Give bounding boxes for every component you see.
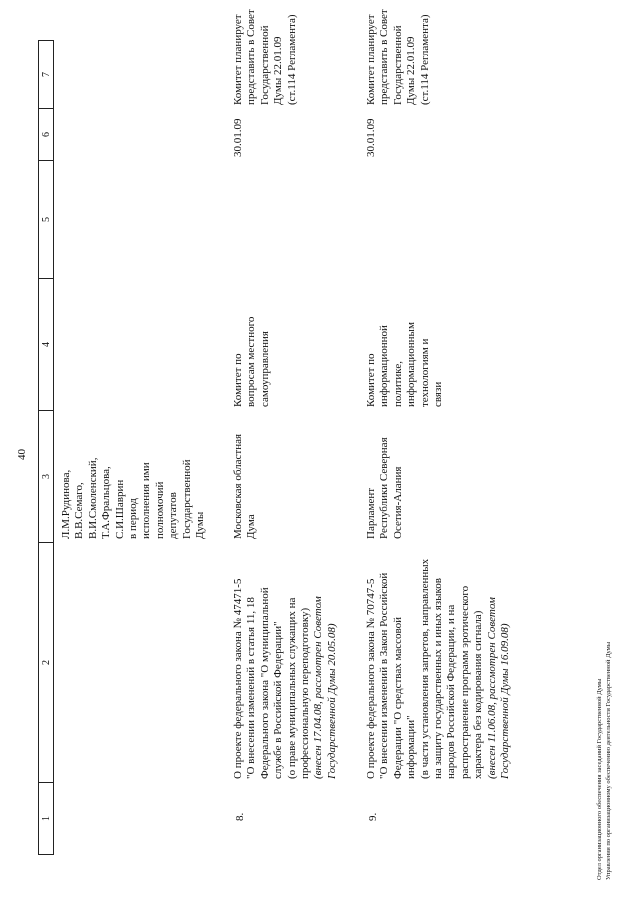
row8-bill-description (232, 541, 339, 779)
text-line: Комитет планирует (365, 14, 377, 105)
row7-col3-authors (60, 409, 207, 539)
text-line: информационной (378, 325, 391, 407)
text-line: Федерации "О средствах массовой (391, 616, 404, 779)
row9-note (365, 0, 432, 105)
text-line: Государственной (391, 25, 404, 105)
row8-date: 30.01.09 (232, 118, 244, 157)
row9-date: 30.01.09 (365, 118, 377, 157)
column-header-6: 6 (38, 109, 54, 161)
text-line: (ст.114 Регламента) (418, 14, 431, 105)
row-number: 9. (367, 812, 379, 821)
footer-line: Отдел организационного обеспечения заседаний Государственной Думы (596, 678, 603, 880)
text-line: информации" (405, 715, 418, 779)
text-line: Л.М.Рудинова, (60, 469, 72, 539)
row9-initiator (365, 409, 405, 539)
text-line: в период (127, 498, 140, 539)
text-line: Дума (245, 514, 258, 539)
text-line: депутатов (167, 492, 180, 539)
text-line: "О внесении изменений в статья 11, 18 (245, 597, 258, 779)
row9-committee (365, 279, 445, 407)
text-line-italic: (внесен 11.06.08, рассмотрен Советом (485, 597, 498, 779)
row8-initiator (232, 409, 259, 539)
text-line: полномочий (153, 481, 166, 539)
text-line: Государственной (180, 459, 193, 539)
page-number: 40 (16, 449, 28, 460)
text-line: распространение программ эротического (458, 585, 471, 779)
text-line: Федерального закона "О муниципальной (258, 587, 271, 779)
footer-line: Управления по организационному обеспечению деятельности Государственной Думы (604, 641, 612, 880)
text-line: информационным (405, 322, 418, 407)
text-line: Т.А.Фральцова, (100, 466, 113, 539)
text-line-italic: Государственной Думы 16.09.08) (499, 623, 512, 779)
text-line: технологиям и (418, 338, 431, 407)
text-line: связи (432, 381, 445, 407)
column-header-3: 3 (38, 411, 54, 543)
text-line: Комитет по (365, 353, 377, 407)
text-line: О проекте федерального закона № 70747-5 (365, 578, 377, 779)
text-line: Государственной (258, 25, 271, 105)
column-header-2: 2 (38, 543, 54, 783)
text-line: Комитет планирует (232, 14, 244, 105)
text-line: (о праве муниципальных служащих на (285, 597, 298, 779)
text-line: (ст.114 Регламента) (285, 14, 298, 105)
column-header-1: 1 (38, 783, 54, 855)
text-line: профессиональную переподготовку) (299, 607, 312, 779)
text-line: Думы 22.01.09 (272, 36, 285, 105)
footer-note (596, 642, 613, 880)
text-line: Комитет по (232, 353, 244, 407)
text-line: Думы 22.01.09 (405, 36, 418, 105)
text-line: политике, (391, 360, 404, 407)
row8-committee (232, 279, 272, 407)
column-header-4: 4 (38, 279, 54, 411)
text-line: самоуправления (258, 331, 271, 407)
text-line: вопросам местного (245, 316, 258, 407)
text-line: представить в Совет (378, 9, 391, 105)
text-line: представить в Совет (245, 9, 258, 105)
text-line: "О внесении изменений в Закон Российской (378, 572, 391, 779)
text-line: Республики Северная (378, 437, 391, 539)
text-line: (в части установления запретов, направленных (418, 558, 431, 779)
text-line: В.В.Семаго, (73, 482, 86, 539)
column-header-5: 5 (38, 161, 54, 279)
text-line: службе в Российской Федерации" (272, 621, 285, 779)
text-line: О проекте федерального закона № 47471-5 (232, 578, 244, 779)
text-line: Парламент (365, 487, 377, 539)
row9-bill-description (365, 541, 512, 779)
text-line: Московская областная (232, 433, 244, 539)
text-line: исполнения ими (140, 462, 153, 539)
text-line-italic: (внесен 17.04.08, рассмотрен Советом (312, 596, 325, 779)
text-line: В.И.Смоленский, (86, 457, 99, 539)
text-line: народов Российской Федерации, и на (445, 604, 458, 779)
text-line: на защиту государственных и иных языков (432, 578, 445, 779)
text-line: Осетия-Алания (391, 466, 404, 539)
row8-note (232, 0, 299, 105)
text-line: Думы (194, 511, 207, 539)
agenda-table (38, 9, 598, 855)
text-line: характера без кодирования сигнала) (472, 610, 485, 779)
column-header-7: 7 (38, 40, 54, 109)
text-line-italic: Государственной Думы 20.05.08) (325, 623, 338, 779)
text-line: С.И.Шаврин (113, 479, 126, 539)
row-number: 8. (234, 812, 246, 821)
